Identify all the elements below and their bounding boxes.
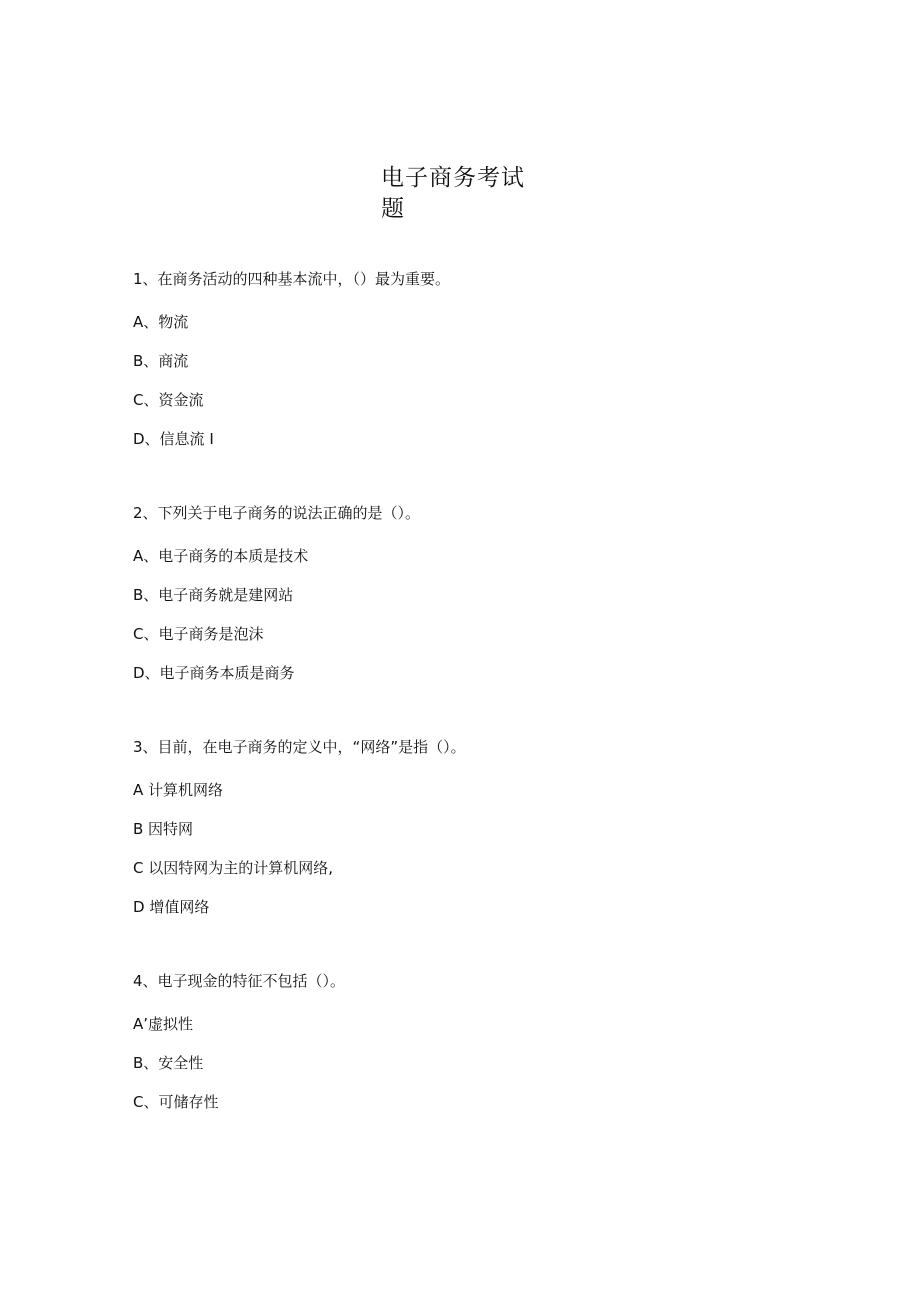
question-1: 1、在商务活动的四种基本流中，（）最为重要。 bbox=[133, 270, 451, 288]
question-2-option-d: D、电子商务本质是商务 bbox=[133, 664, 295, 682]
question-2: 2、下列关于电子商务的说法正确的是（）。 bbox=[133, 504, 421, 522]
question-3: 3、目前，在电子商务的定义中，“网络”是指（）。 bbox=[133, 738, 466, 756]
question-4: 4、电子现金的特征不包括（）。 bbox=[133, 972, 346, 990]
question-2-option-b: B、电子商务就是建网站 bbox=[133, 586, 294, 604]
question-2-option-a: A、电子商务的本质是技术 bbox=[133, 547, 309, 565]
question-1-option-c: C、资金流 bbox=[133, 391, 204, 409]
question-4-option-c: C、可储存性 bbox=[133, 1093, 219, 1111]
document-title: 电子商务考试题 bbox=[381, 165, 525, 222]
question-3-option-b: B 因特网 bbox=[133, 820, 194, 838]
question-4-option-a: A’虚拟性 bbox=[133, 1015, 194, 1033]
question-1-option-d: D、信息流 I bbox=[133, 430, 214, 448]
question-2-option-c: C、电子商务是泡沫 bbox=[133, 625, 264, 643]
question-4-option-b: B、安全性 bbox=[133, 1054, 204, 1072]
question-3-option-c: C 以因特网为主的计算机网络, bbox=[133, 859, 334, 877]
question-1-option-a: A、物流 bbox=[133, 313, 189, 331]
question-1-option-b: B、商流 bbox=[133, 352, 189, 370]
question-3-option-d: D 增值网络 bbox=[133, 898, 210, 916]
question-3-option-a: A 计算机网络 bbox=[133, 781, 224, 799]
